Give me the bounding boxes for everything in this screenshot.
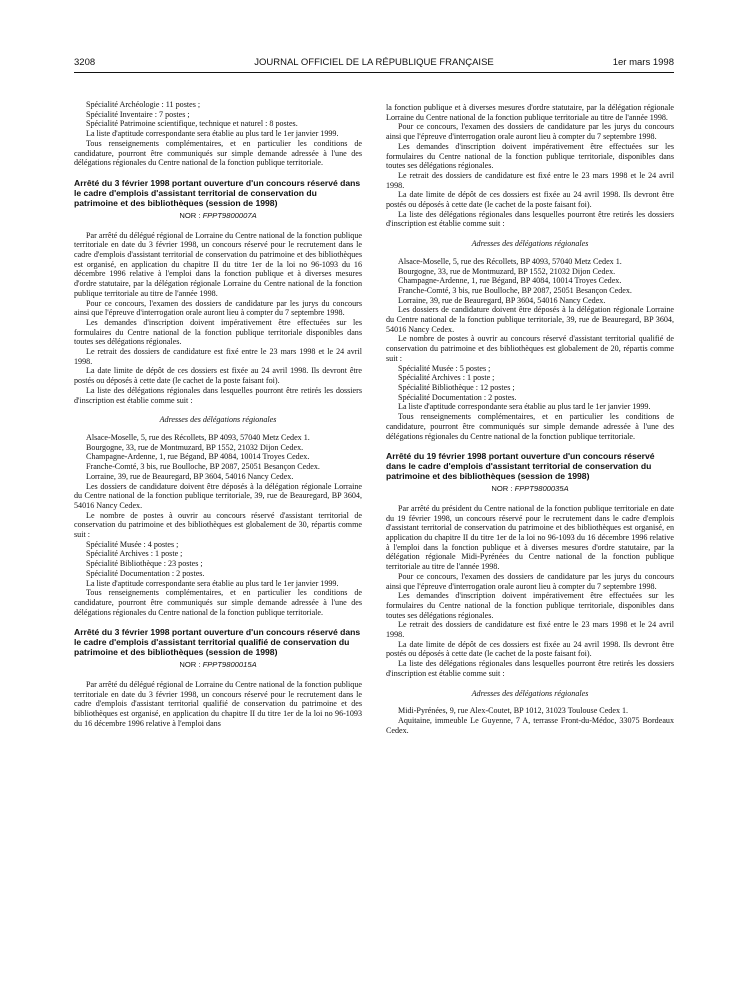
decree-title: Arrêté du 3 février 1998 portant ouverture d'un concours réservé dans le cadre d'emplois d'assistant territorial de conservation du patrimoine et des bibliothèques (session de 1998)	[74, 177, 361, 208]
paragraph: Les demandes d'inscription doivent impérativement être effectuées sur les formulaires du Centre national de la fonction publique territoriale disponibles dans toutes ses délégations régionales.	[74, 317, 362, 347]
paragraph: Pour ce concours, l'examen des dossiers de candidature par les jurys du concours ainsi que l'épreuve d'interrogation orale auront lieu à compter du 7 septembre 1998.	[386, 571, 674, 591]
address: Franche-Comté, 3 bis, rue Boulloche, BP 2087, 25051 Besançon Cedex.	[86, 462, 320, 472]
address: Midi-Pyrénées, 9, rue Alex-Coutet, BP 1012, 31023 Toulouse Cedex 1.	[398, 706, 629, 716]
post-line: Spécialité Documentation : 2 postes.	[398, 392, 517, 402]
address: Aquitaine, immeuble Le Guyenne, 7 A, terrasse Front-du-Médoc, 33075 Bordeaux Cedex.	[386, 715, 674, 735]
paragraph: Tous renseignements complémentaires, et en particulier les conditions de candidature, pourront être communiqués sur simple demande adressée à l'une des délégations régionales du Centre national de la fonction publique territoriale.	[386, 412, 674, 441]
header-rule	[74, 72, 674, 73]
address: Alsace-Moselle, 5, rue des Récollets, BP 4093, 57040 Metz Cedex 1.	[398, 256, 622, 266]
paragraph: La date limite de dépôt de ces dossiers est fixée au 24 avril 1998. Ils devront être postés ou déposés à cette date (le cachet de la poste faisant foi).	[74, 366, 362, 386]
paragraph: La liste d'aptitude correspondante sera établie au plus tard le 1er janvier 1999.	[398, 402, 651, 412]
address: Bourgogne, 33, rue de Montmuzard, BP 1552, 21032 Dijon Cedex.	[398, 266, 616, 276]
address: Franche-Comté, 3 bis, rue Boulloche, BP 2087, 25051 Besançon Cedex.	[398, 285, 632, 295]
address: Lorraine, 39, rue de Beauregard, BP 3604, 54016 Nancy Cedex.	[86, 471, 294, 481]
address: Lorraine, 39, rue de Beauregard, BP 3604, 54016 Nancy Cedex.	[398, 295, 606, 305]
post-line: Spécialité Musée : 4 postes ;	[86, 539, 179, 549]
paragraph: la fonction publique et à diverses mesures d'ordre statutaire, par la délégation régionale Lorraine du Centre national de la fonction publique territoriale au titre de l'année 1998.	[386, 103, 674, 122]
paragraph: Pour ce concours, l'examen des dossiers de candidature par les jurys du concours ainsi que l'épreuve d'interrogation orale auront lieu à compter du 7 septembre 1998.	[386, 122, 674, 142]
paragraph: La liste d'aptitude correspondante sera établie au plus tard le 1er janvier 1999.	[86, 129, 339, 139]
text-line: Spécialité Inventaire : 7 postes ;	[86, 109, 190, 119]
paragraph: La liste d'aptitude correspondante sera établie au plus tard le 1er janvier 1999.	[86, 578, 339, 588]
text-line: Spécialité Archéologie : 11 postes ;	[86, 100, 201, 109]
page-number: 3208	[74, 57, 96, 68]
address: Alsace-Moselle, 5, rue des Récollets, BP 4093, 57040 Metz Cedex 1.	[86, 432, 310, 442]
paragraph: Le retrait des dossiers de candidature est fixé entre le 23 mars 1998 et le 24 avril 1998.	[74, 347, 362, 366]
issue-date: 1er mars 1998	[612, 57, 674, 68]
paragraph: Par arrêté du président du Centre national de la fonction publique territoriale en date du 19 février 1998, un concours réservé pour le recrutement dans le cadre d'emplois d'assistant territorial de conservation du patrimoine et des bibliothèques est organisé, en application du chapitre II du titre 1er de la loi no 96-1093 du 16 décembre 1996 relative à l'emploi dans la fonction publique et à diverses mesures d'ordre statutaire, par la délégation régionale Midi-Pyrénées du Centre national de la fonction publique territoriale au titre de l'année 1998.	[386, 503, 674, 572]
left-column	[74, 100, 362, 985]
decree-title: Arrêté du 19 février 1998 portant ouverture d'un concours réservé dans le cadre d'emplois d'assistant territorial de conservation du patrimoine et des bibliothèques (session de 1998)	[386, 451, 655, 482]
right-column	[386, 103, 674, 988]
nor-reference: NOR : FPPT9800035A	[491, 484, 569, 494]
page-header	[74, 57, 674, 71]
address: Champagne-Ardenne, 1, rue Bégand, BP 4084, 10014 Troyes Cedex.	[86, 452, 310, 462]
journal-title: JOURNAL OFFICIEL DE LA RÉPUBLIQUE FRANÇAISE	[254, 57, 494, 68]
paragraph: Le retrait des dossiers de candidature est fixé entre le 23 mars 1998 et le 24 avril 1998.	[386, 170, 674, 190]
paragraph: Tous renseignements complémentaires, et en particulier les conditions de candidature, pourront être communiqués sur simple demande adressée à l'une des délégations régionales du Centre national de la fonction publique territoriale.	[74, 588, 362, 617]
paragraph: La liste des délégations régionales dans lesquelles pourront être retirés les dossiers d'inscription est établie comme suit :	[74, 385, 362, 405]
paragraph: La date limite de dépôt de ces dossiers est fixée au 24 avril 1998. Ils devront être postés ou déposés à cette date (le cachet de la poste faisant foi).	[386, 190, 674, 210]
text-line: Spécialité Patrimoine scientifique, technique et naturel : 8 postes.	[86, 119, 298, 129]
address-heading: Adresses des délégations régionales	[471, 239, 589, 249]
address-heading: Adresses des délégations régionales	[159, 415, 277, 425]
paragraph: Le retrait des dossiers de candidature est fixé entre le 23 mars 1998 et le 24 avril 1998.	[386, 620, 674, 640]
address: Champagne-Ardenne, 1, rue Bégand, BP 4084, 10014 Troyes Cedex.	[398, 276, 622, 286]
paragraph: La liste des délégations régionales dans lesquelles pourront être retirés les dossiers d'inscription est établie comme suit :	[386, 659, 674, 678]
post-line: Spécialité Archives : 1 poste ;	[86, 549, 183, 559]
post-line: Spécialité Archives : 1 poste ;	[398, 373, 495, 383]
paragraph: La liste des délégations régionales dans lesquelles pourront être retirés les dossiers d'inscription est établie comme suit :	[386, 209, 674, 229]
paragraph: Tous renseignements complémentaires, et en particulier les conditions de candidature, pourront être communiqués sur simple demande adressée à l'une des délégations régionales du Centre national de la fonction publique territoriale.	[74, 138, 362, 168]
post-line: Spécialité Musée : 5 postes ;	[398, 363, 491, 373]
nor-reference: NOR : FPPT9800015A	[179, 660, 257, 670]
post-line: Spécialité Bibliothèque : 23 postes ;	[86, 559, 203, 569]
paragraph: Les demandes d'inscription doivent impérativement être effectuées sur les formulaires du Centre national de la fonction publique territoriale, disponibles dans toutes ses délégations régionales.	[386, 591, 674, 620]
nor-reference: NOR : FPPT9800007A	[179, 210, 257, 220]
address: Bourgogne, 33, rue de Montmuzard, BP 1552, 21032 Dijon Cedex.	[86, 442, 304, 452]
paragraph: Les dossiers de candidature doivent être déposés à la délégation régionale Lorraine du Centre national de la fonction publique territoriale, 39, rue de Beauregard, BP 3604, 54016 Nancy Cedex.	[386, 305, 674, 334]
paragraph: Par arrêté du délégué régional de Lorraine du Centre national de la fonction publique territoriale en date du 3 février 1998, un concours réservé pour le recrutement dans le cadre d'emplois d'assistant territorial qualifié de conservation du patrimoine et des bibliothèques est organisé, en application du chapitre II du titre 1er de la loi no 96-1093 du 16 décembre 1996 relative à l'emploi dans	[74, 680, 362, 728]
paragraph: La date limite de dépôt de ces dossiers est fixée au 24 avril 1998. Ils devront être postés ou déposés à cette date (le cachet de la poste faisant foi).	[386, 639, 674, 659]
post-line: Spécialité Documentation : 2 postes.	[86, 568, 205, 578]
paragraph: Le nombre de postes à ouvrir au concours réservé d'assistant territorial de conservation du patrimoine et des bibliothèques est globalement de 30, répartis comme suit :	[74, 510, 362, 540]
paragraph: Pour ce concours, l'examen des dossiers de candidature par les jurys du concours ainsi que l'épreuve d'interrogation orale auront lieu à compter du 7 septembre 1998.	[74, 298, 362, 318]
paragraph: Par arrêté du délégué régional de Lorraine du Centre national de la fonction publique territoriale en date du 3 février 1998, un concours réservé pour le recrutement dans le cadre d'emplois d'assistant territorial de conservation du patrimoine et des bibliothèques est organisé, en application du chapitre II du titre 1er de la loi no 96-1093 du 16 décembre 1996 relative à l'emploi dans la fonction publique et à diverses mesures d'ordre statutaire, par la délégation régionale Lorraine du Centre national de la fonction publique territoriale au titre de l'année 1998.	[74, 230, 362, 298]
paragraph: Les dossiers de candidature doivent être déposés à la délégation régionale Lorraine du Centre national de la fonction publique territoriale, 39, rue de Beauregard, BP 3604, 54016 Nancy Cedex.	[74, 481, 362, 510]
post-line: Spécialité Bibliothèque : 12 postes ;	[398, 382, 515, 392]
decree-title: Arrêté du 3 février 1998 portant ouverture d'un concours réservé dans le cadre d'emplois d'assistant territorial qualifié de conservation du patrimoine et des bibliothèques (session de 1998)	[74, 627, 361, 658]
paragraph: Le nombre de postes à ouvrir au concours réservé d'assistant territorial qualifié de conservation du patrimoine et des bibliothèques est globalement de 20, répartis comme suit :	[386, 334, 674, 363]
address-heading: Adresses des délégations régionales	[471, 688, 589, 698]
paragraph: Les demandes d'inscription doivent impérativement être effectuées sur les formulaires du Centre national de la fonction publique territoriale, disponibles dans toutes ses délégations régionales.	[386, 141, 674, 171]
